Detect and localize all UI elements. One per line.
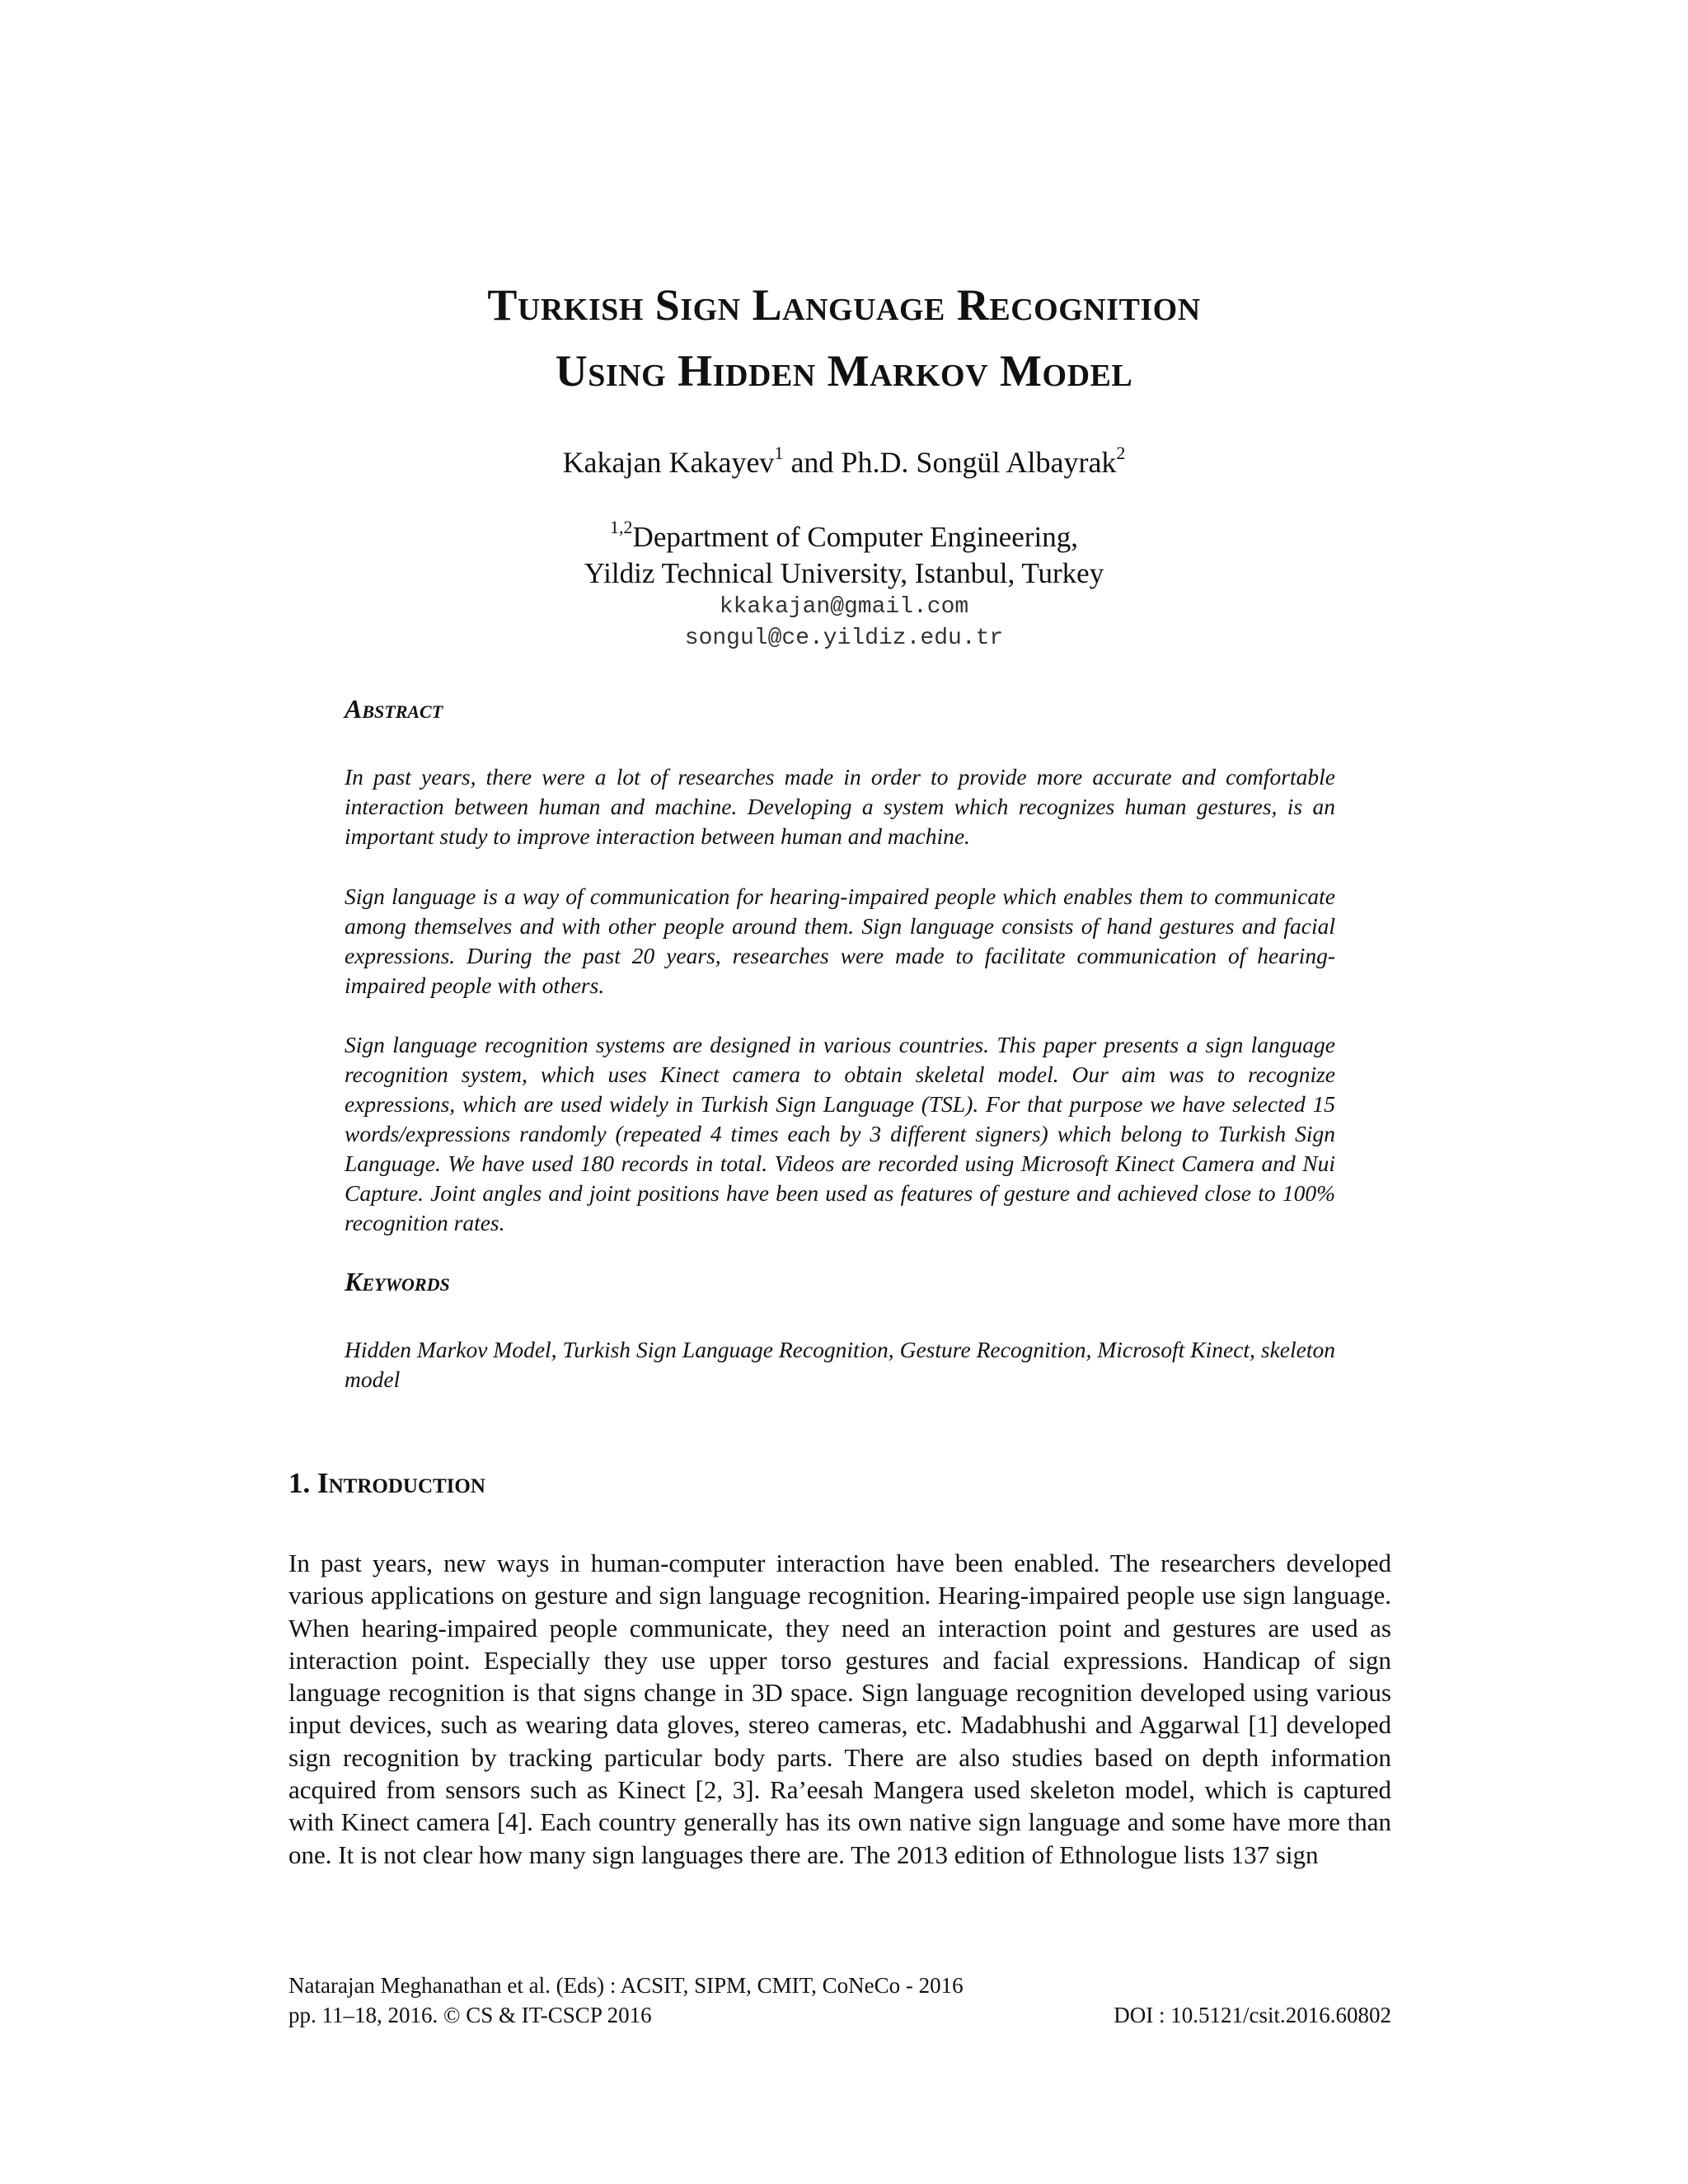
footer-pages: pp. 11–18, 2016. © CS & IT-CSCP 2016 (288, 2003, 652, 2027)
email-2: songul@ce.yildiz.edu.tr (684, 626, 1004, 651)
affiliation-superscript: 1,2 (610, 517, 633, 537)
title-line-2: Using Hidden Markov Model (555, 346, 1133, 396)
keywords-text: Hidden Markov Model, Turkish Sign Language Recognition, Gesture Recognition, Microsoft Kinect, skeleton model (345, 1337, 1335, 1392)
author-2-superscript: 2 (1116, 443, 1126, 463)
abstract-paragraph-1: In past years, there were a lot of researches made in order to provide more accurate and comfortable interaction between human and machine. Developing a system which recognizes human gestures, is an important study to improve interaction between human and machine. (345, 764, 1335, 849)
paper-title (0, 272, 1688, 404)
introduction-paragraph: In past years, new ways in human-computer interaction have been enabled. The researchers developed various applications on gesture and sign language recognition. Hearing-impaired people use sign language. When hearing-impaired people communicate, they need an interaction point and gestures are used as interaction point. Especially they use upper torso gestures and facial expressions. Handicap of sign language recognition is that signs change in 3D space. Sign language recognition developed using various input devices, such as wearing data gloves, stereo cameras, etc. Madabhushi and Aggarwal [1] developed sign recognition by tracking particular body parts. There are also studies based on depth information acquired from sensors such as Kinect [2, 3]. Ra’eesah Mangera used skeleton model, which is captured with Kinect camera [4]. Each country generally has its own native sign language and some have more than one. It is not clear how many sign languages there are. The 2013 edition of Ethnologue lists 137 sign (288, 1549, 1391, 1869)
abstract-paragraph-2: Sign language is a way of communication for hearing-impaired people which enables them to communicate among themselves and with other people around them. Sign language consists of hand gestures and facial expressions. During the past 20 years, researches were made to facilitate communication of hearing-impaired people with others. (345, 883, 1335, 998)
affiliation-department: Department of Computer Engineering, (632, 521, 1078, 553)
affiliation (0, 519, 1688, 654)
keywords-heading: Keywords (345, 1267, 450, 1296)
author-2: and Ph.D. Songül Albayrak (783, 446, 1117, 479)
abstract-paragraph-3: Sign language recognition systems are designed in various countries. This paper presents a sign language recognition system, which uses Kinect camera to obtain skeletal model. Our aim was to recognize expressions, which are used widely in Turkish Sign Language (TSL). For that purpose we have selected 15 words/expressions randomly (repeated 4 times each by 3 different signers) which belong to Turkish Sign Language. We have used 180 records in total. Videos are recorded using Microsoft Kinect Camera and Nui Capture. Joint angles and joint positions have been used as features of gesture and achieved close to 100% recognition rates. (345, 1032, 1335, 1235)
author-1-superscript: 1 (774, 443, 784, 463)
title-line-1: Turkish Sign Language Recognition (487, 280, 1201, 330)
email-1: kkakajan@gmail.com (719, 594, 969, 620)
introduction-heading: 1. Introduction (288, 1467, 485, 1499)
footer-proceedings: Natarajan Meghanathan et al. (Eds) : ACSIT, SIPM, CMIT, CoNeCo - 2016 (288, 1973, 964, 1998)
affiliation-university: Yildiz Technical University, Istanbul, Turkey (584, 557, 1104, 589)
footer-pages-line (288, 2001, 1391, 2029)
author-list (0, 445, 1688, 480)
abstract-heading: Abstract (345, 694, 443, 724)
footer-doi: DOI : 10.5121/csit.2016.60802 (1114, 2003, 1391, 2027)
author-1: Kakajan Kakayev (562, 446, 775, 479)
